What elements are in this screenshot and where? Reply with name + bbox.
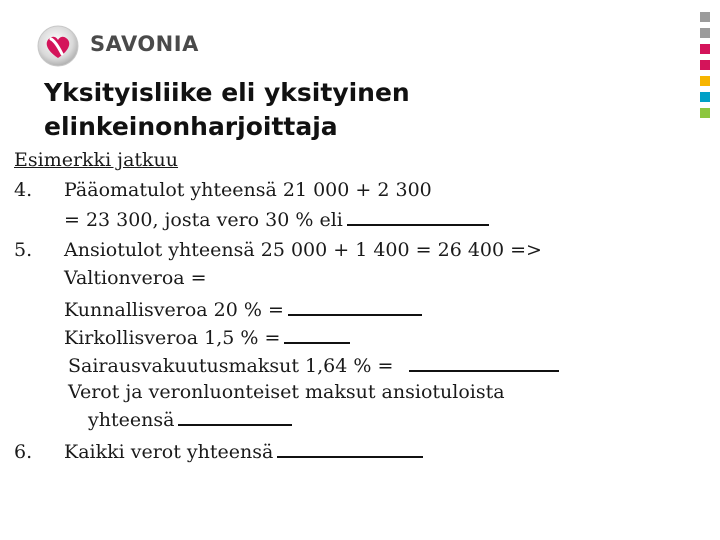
slide-title: [44, 76, 410, 144]
answer-blank: [178, 408, 292, 426]
strip-block: [700, 28, 710, 38]
item-5-line-7: [88, 406, 292, 434]
logo-text: SAVONIA: [90, 32, 199, 56]
item-6-line-1-text: Kaikki verot yhteensä: [64, 441, 274, 463]
answer-blank: [288, 298, 422, 316]
item-5-line-3: [64, 296, 422, 324]
strip-block: [700, 108, 710, 118]
item-5-line-3-text: Kunnallisveroa 20 % =: [64, 299, 284, 321]
item-5-line-1: Ansiotulot yhteensä 25 000 + 1 400 = 26 400 =>: [64, 239, 542, 261]
title-line-2: elinkeinonharjoittaja: [44, 112, 338, 141]
item-5-line-4-text: Kirkollisveroa 1,5 % =: [64, 327, 281, 349]
color-strip: [700, 12, 714, 124]
savonia-logo: [36, 24, 206, 68]
item-number: 4.: [14, 179, 33, 201]
strip-block: [700, 60, 710, 70]
item-4-line-1: Pääomatulot yhteensä 21 000 + 2 300: [64, 179, 432, 201]
answer-blank: [284, 326, 350, 344]
item-6-line-1: [64, 438, 423, 466]
answer-blank: [277, 440, 423, 458]
strip-block: [700, 76, 710, 86]
answer-blank: [347, 208, 489, 226]
title-line-1: Yksityisliike eli yksityinen: [44, 78, 410, 107]
item-5-line-6: Verot ja veronluonteiset maksut ansiotuloista: [68, 381, 505, 403]
strip-block: [700, 12, 710, 22]
item-4-line-2: [64, 206, 489, 234]
item-5-line-7-text: yhteensä: [88, 409, 175, 431]
item-number: 6.: [14, 441, 33, 463]
savonia-heart-icon: [36, 24, 80, 68]
item-5-line-4: [64, 324, 350, 352]
item-4-line-2-text: = 23 300, josta vero 30 % eli: [64, 209, 343, 231]
answer-blank: [409, 354, 559, 372]
item-number: 5.: [14, 239, 33, 261]
strip-block: [700, 44, 710, 54]
item-5-line-5: [68, 352, 559, 380]
item-5-line-5-text: Sairausvakuutusmaksut 1,64 % =: [68, 355, 394, 377]
subtitle: Esimerkki jatkuu: [14, 149, 179, 171]
item-5-line-2: Valtionveroa =: [64, 267, 207, 289]
strip-block: [700, 92, 710, 102]
